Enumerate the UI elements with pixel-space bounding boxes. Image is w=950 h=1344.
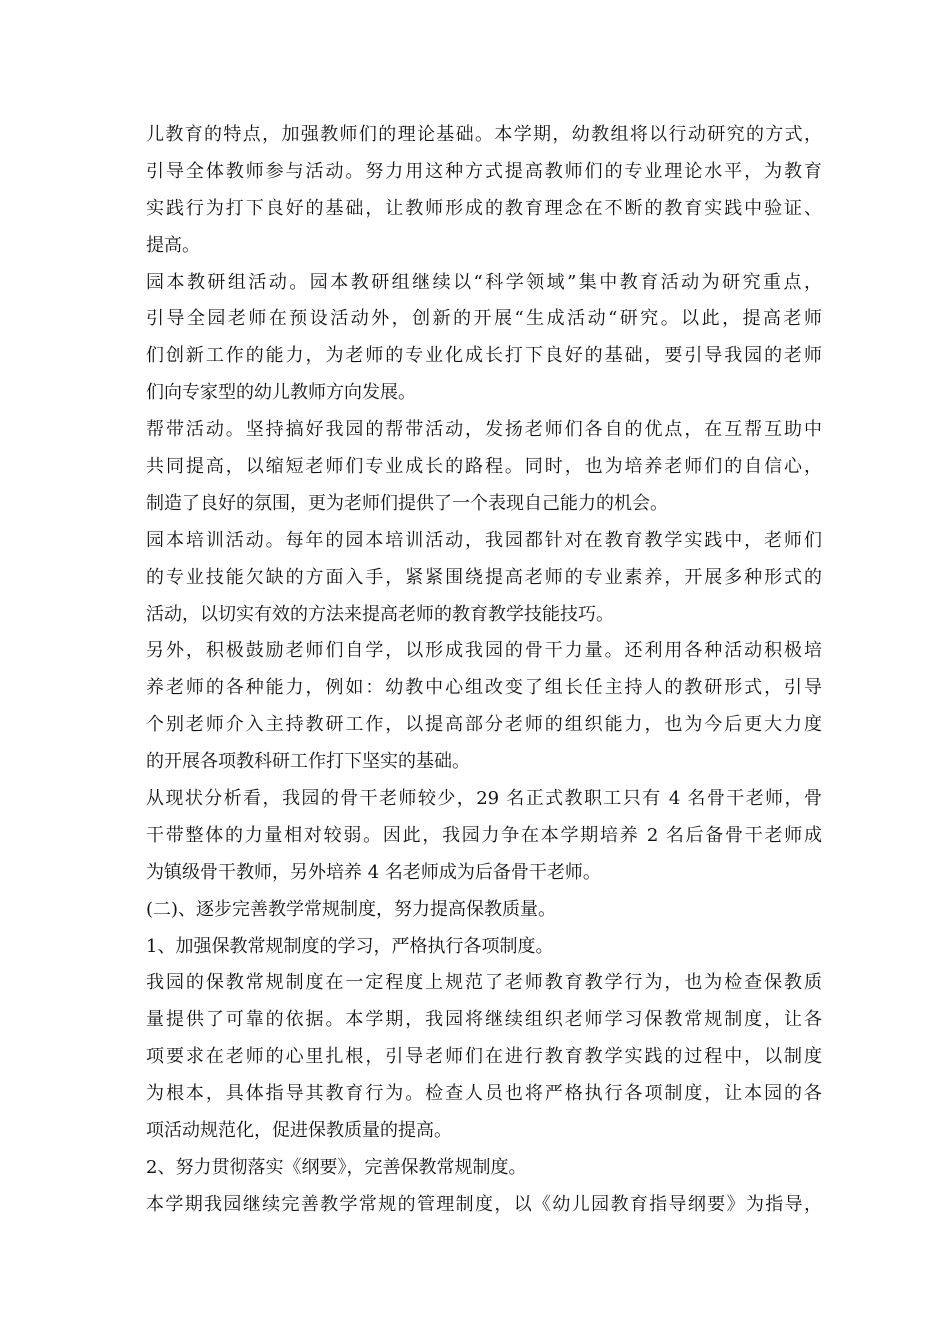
text-line: 帮带活动。坚持搞好我园的帮带活动，发扬老师们各自的优点，在互帮互助中 bbox=[146, 419, 822, 441]
text-line: 从现状分析看，我园的骨干老师较少，29 名正式教职工只有 4 名骨干老师，骨 bbox=[146, 788, 822, 810]
text-line: 干带整体的力量相对较弱。因此，我园力争在本学期培养 2 名后备骨干老师成 bbox=[146, 824, 822, 846]
text-line: 本学期我园继续完善教学常规的管理制度，以《幼儿园教育指导纲要》为指导， bbox=[146, 1193, 822, 1215]
subsection-heading: 1、加强保教常规制度的学习，严格执行各项制度。 bbox=[146, 935, 554, 957]
text-line: 为镇级骨干教师，另外培养 4 名老师成为后备骨干老师。 bbox=[146, 861, 601, 883]
text-line: 共同提高，以缩短老师们专业成长的路程。同时，也为培养老师们的自信心， bbox=[146, 456, 822, 478]
document-body bbox=[146, 117, 822, 1224]
text-line: 我园的保教常规制度在一定程度上规范了老师教育教学行为，也为检查保教质 bbox=[146, 972, 822, 994]
subsection-heading: 2、努力贯彻落实《纲要》，完善保教常规制度。 bbox=[146, 1156, 527, 1178]
text-line: 们向专家型的幼儿教师方向发展。 bbox=[146, 382, 416, 404]
text-line: 提高。 bbox=[146, 234, 200, 256]
text-line: 的开展各项教科研工作打下坚实的基础。 bbox=[146, 751, 470, 773]
text-line: 养老师的各种能力，例如：幼教中心组改变了组长任主持人的教研形式，引导 bbox=[146, 677, 822, 699]
text-line: 儿教育的特点，加强教师们的理论基础。本学期，幼教组将以行动研究的方式， bbox=[146, 124, 822, 145]
text-line: 引导全体教师参与活动。努力用这种方式提高教师们的专业理论水平，为教育 bbox=[146, 160, 822, 182]
text-line: 制造了良好的氛围，更为老师们提供了一个表现自己能力的机会。 bbox=[146, 492, 668, 514]
text-line: 量提供了可靠的依据。本学期，我园将继续组织老师学习保教常规制度，让各 bbox=[146, 1009, 822, 1031]
text-line: 另外，积极鼓励老师们自学，以形成我园的骨干力量。还利用各种活动积极培 bbox=[146, 640, 822, 662]
text-line: 项要求在老师的心里扎根，引导老师们在进行教育教学实践的过程中，以制度 bbox=[146, 1046, 822, 1068]
text-line: 为根本，具体指导其教育行为。检查人员也将严格执行各项制度，让本园的各 bbox=[146, 1083, 822, 1105]
text-line: 活动，以切实有效的方法来提高老师的教育教学技能技巧。 bbox=[146, 603, 614, 625]
text-line: 引导全园老师在预设活动外，创新的开展“生成活动“研究。以此，提高老师 bbox=[146, 308, 822, 330]
text-line: 个别老师介入主持教研工作，以提高部分老师的组织能力，也为今后更大力度 bbox=[146, 714, 822, 736]
text-line: 园本教研组活动。园本教研组继续以“科学领域”集中教育活动为研究重点， bbox=[146, 271, 822, 293]
text-line: 的专业技能欠缺的方面入手，紧紧围绕提高老师的专业素养，开展多种形式的 bbox=[146, 566, 822, 588]
text-line: 实践行为打下良好的基础，让教师形成的教育理念在不断的教育实践中验证、 bbox=[146, 197, 822, 219]
section-heading: (二)、逐步完善教学常规制度，努力提高保教质量。 bbox=[146, 898, 557, 920]
text-line: 园本培训活动。每年的园本培训活动，我园都针对在教育教学实践中，老师们 bbox=[146, 529, 822, 551]
text-line: 们创新工作的能力，为老师的专业化成长打下良好的基础，要引导我园的老师 bbox=[146, 345, 822, 367]
text-line: 项活动规范化，促进保教质量的提高。 bbox=[146, 1120, 452, 1142]
